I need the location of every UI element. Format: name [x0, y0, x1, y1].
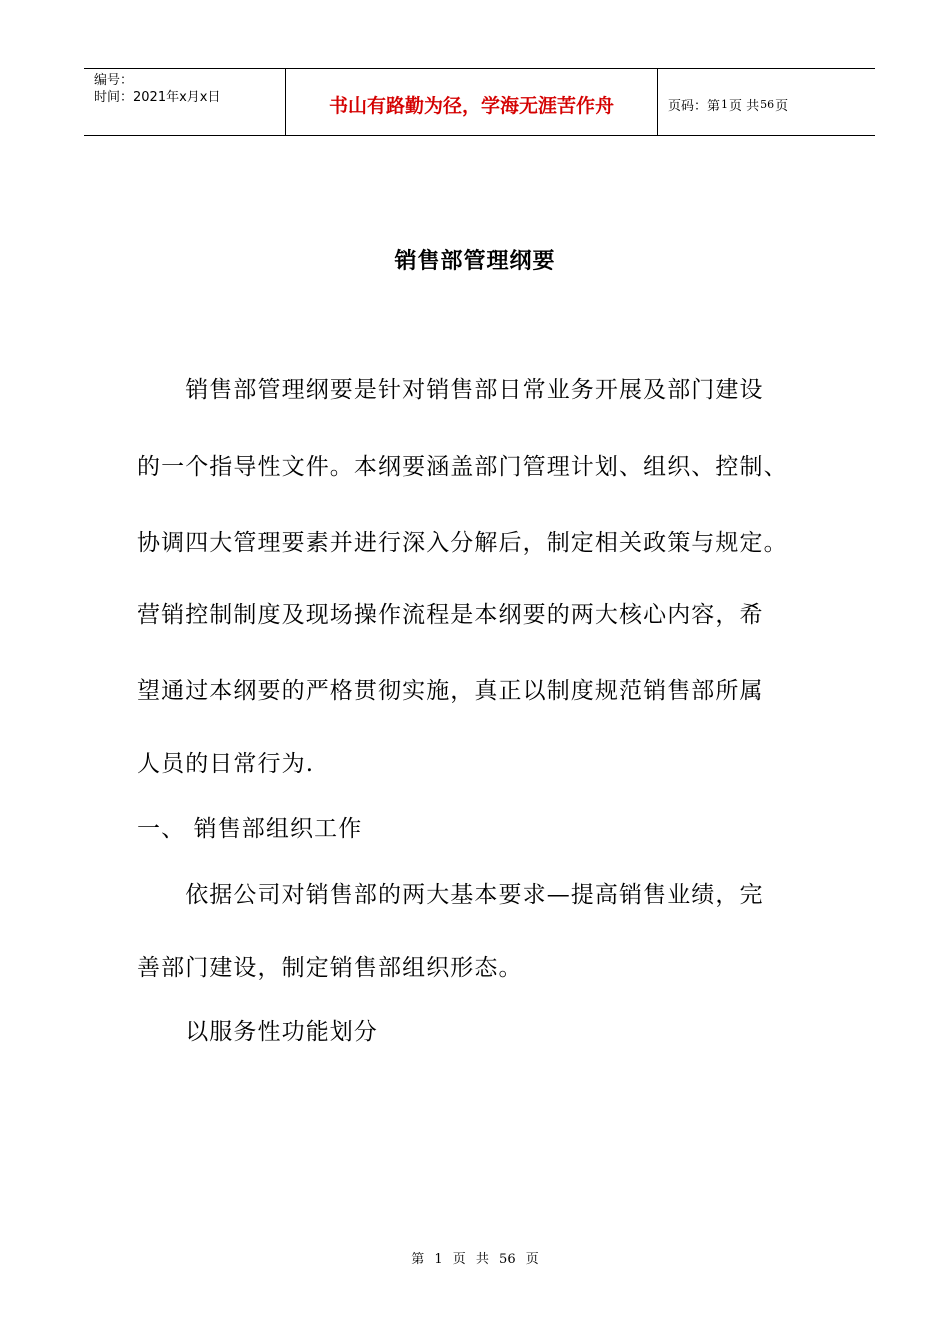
section-heading: 一、 销售部组织工作: [137, 816, 363, 842]
body-line: 望通过本纲要的严格贯彻实施，真正以制度规范销售部所属: [137, 678, 764, 704]
body-line: 的一个指导性文件。本纲要涵盖部门管理计划、组织、控制、: [137, 454, 788, 480]
body-line: 以服务性功能划分: [137, 1019, 378, 1045]
page-footer: 第 1 页 共 56 页: [411, 1252, 539, 1267]
body-line: 善部门建设，制定销售部组织形态。: [137, 955, 523, 981]
body-line: 营销控制制度及现场操作流程是本纲要的两大核心内容，希: [137, 602, 764, 628]
body-line: 依据公司对销售部的两大基本要求—提高销售业绩，完: [137, 882, 764, 908]
body-line: 销售部管理纲要是针对销售部日常业务开展及部门建设: [137, 377, 764, 403]
time-label: 时间：2021年x月x日: [94, 90, 221, 105]
header-motto: 书山有路勤为径，学海无涯苦作舟: [286, 69, 658, 135]
header-page-info: [658, 69, 875, 135]
page-suffix: 页: [775, 98, 789, 114]
page-mid: 页 共: [729, 98, 760, 114]
header-meta: [84, 69, 286, 135]
serial-label: 编号：: [94, 73, 134, 88]
document-title: 销售部管理纲要: [394, 249, 556, 274]
body-line: 人员的日常行为.: [137, 751, 315, 777]
page-header: [84, 68, 875, 136]
page-prefix: 页码：第: [668, 98, 721, 114]
page-total: 56: [760, 97, 775, 111]
body-line: 协调四大管理要素并进行深入分解后，制定相关政策与规定。: [137, 530, 788, 556]
page-current: 1: [721, 97, 729, 111]
